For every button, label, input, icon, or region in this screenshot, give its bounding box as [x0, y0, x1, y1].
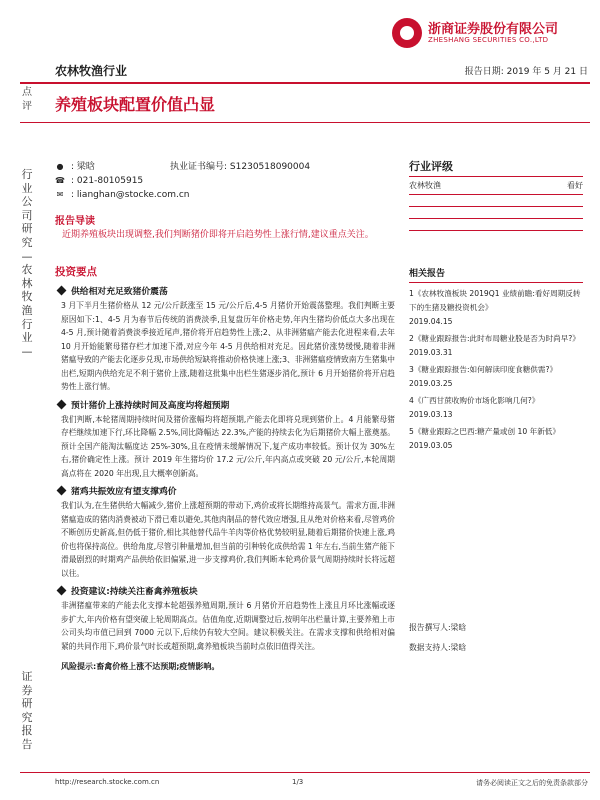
rating-empty-row: [409, 195, 583, 207]
analyst-phone-row: ☎ : 021-80105915: [55, 176, 144, 186]
industry-rating: [409, 158, 583, 231]
report-date-value: 2019 年 5 月 21 日: [506, 67, 588, 77]
rating-empty-row: [409, 207, 583, 219]
author-info: [409, 618, 583, 658]
report-date-label: 报告日期:: [464, 67, 504, 77]
analyst-name-row: ● : 梁晗 执业证书编号: S1230518090004: [56, 162, 311, 172]
risk-warning: 风险提示:畜禽价格上涨不达预期;疫情影响。: [61, 662, 220, 671]
analyst-cert: 执业证书编号: S1230518090004: [170, 162, 311, 172]
related-reports: [409, 266, 583, 456]
related-reports-title: 相关报告: [409, 266, 583, 283]
rating-value: 看好: [567, 181, 583, 190]
footer-url[interactable]: http://research.stocke.com.cn: [55, 778, 160, 786]
company-logo: [392, 14, 592, 54]
writer-row: 报告撰写人:梁晗: [409, 623, 467, 632]
footer-disclaimer: 请务必阅读正文之后的免责条款部分: [476, 779, 588, 787]
related-report-item[interactable]: [409, 287, 583, 329]
data-support-name: 梁晗: [450, 643, 467, 652]
related-report-item[interactable]: [409, 363, 583, 391]
analyst-email[interactable]: lianghan@stocke.com.cn: [76, 190, 190, 200]
diamond-bullet-icon: [57, 486, 67, 496]
section-heading: 供给相对充足致猪价震荡: [55, 284, 395, 297]
diamond-bullet-icon: [57, 286, 67, 296]
related-report-date: 2019.03.31: [409, 348, 453, 357]
related-report-title: 2《糖业跟踪报告:此时布局糖业股是否为时尚早?》: [409, 334, 580, 343]
side-report-type-label: 证券研究报告: [21, 670, 33, 751]
industry-label: 农林牧渔行业: [55, 64, 128, 78]
related-report-date: 2019.04.15: [409, 317, 453, 326]
analyst-name: 梁晗: [76, 162, 95, 172]
section-heading: 预计猪价上涨持续时间及高度均将超预期: [55, 398, 395, 411]
report-date: [465, 64, 588, 77]
report-body: [55, 280, 395, 672]
analyst-email-row: ✉ : lianghan@stocke.com.cn: [56, 190, 190, 200]
section-body: 我们判断,本轮猪周期持续时间及猪价涨幅均将超预期,产能去化即将兑现到猪价上。4 月能繁母猪存栏继续加速下行,环比降幅 2.5%,同比降幅达 22.3%,产能的持续去化为后期猪价大幅上涨奠基。预计全国产能淘汰幅度达 25%-30%,且在疫情未缓解情况下,复产成功率较低。预计仅为 30%左右,猪价确定性上涨。预计 2019 年生猪均价 17.2 元/公斤,年内高点或突破 20 元/公斤,本轮周期高点将在 2020 年出现,且大概率创新高。: [61, 414, 395, 478]
rating-title: 行业评级: [409, 158, 583, 177]
page-number: 1/3: [292, 778, 304, 786]
title-divider: [20, 122, 590, 123]
logo-emblem-icon: [392, 18, 422, 48]
related-report-item[interactable]: [409, 332, 583, 360]
investment-points-heading: 投资要点: [55, 266, 97, 278]
related-report-date: 2019.03.05: [409, 441, 453, 450]
person-icon: ●: [56, 162, 64, 171]
section-body: 我们认为,在生猪供给大幅减少,猪价上涨超预期的带动下,鸡价或将长期维持高景气。需求方面,非洲猪瘟造成的猪肉消费被动下滑已难以避免,其他肉制品的替代效应增强,且从绝对价格来看,尽管鸡价不断创历史新高,但仍低于猪价,相比其他替代品牛羊肉等价格优势较明显,随着后期猪价快速上涨,鸡价也将保持高位。供给角度,尽管引种量增加,但当前的引种转化成供给需 1 年左右,当前生猪产能下滑最剧烈的时期鸡产品供给依旧偏紧,进一步支撑鸡价,我们判断本轮鸡价景气周期持续时长将远超以往。: [61, 501, 395, 578]
guide-heading: 报告导读: [55, 216, 95, 227]
section-heading: 猪鸡共振效应有望支撑鸡价: [55, 484, 395, 497]
related-report-title: 5《糖业跟踪之巴西:糖产量或创 10 年新低》: [409, 427, 560, 436]
rating-sector: 农林牧渔: [409, 181, 441, 190]
related-report-title: 4《广西甘蔗收购价市场化影响几何?》: [409, 396, 540, 405]
related-report-item[interactable]: [409, 425, 583, 453]
writer-name: 梁晗: [450, 623, 467, 632]
analyst-phone: 021-80105915: [76, 176, 144, 186]
section-body: 非洲猪瘟带来的产能去化支撑本轮超强养殖周期,预计 6 月猪价开启趋势性上涨且月环比涨幅或逐步扩大,年内价格有望突破上轮周期高点。估值角度,近期调整过后,按明年出栏量计算,主要养殖上市公司头均市值已回到 7000 元以下,后续仍有较大空间。建议积极关注。在需求支撑和供给相对偏紧的共同作用下,鸡价景气时长或超预期,禽养殖板块当前时点依旧值得关注。: [61, 601, 395, 651]
analyst-info: [55, 160, 395, 202]
diamond-bullet-icon: [57, 586, 67, 596]
email-icon: ✉: [56, 190, 64, 199]
guide-text: 近期养殖板块出现调整,我们判断猪价即将开启趋势性上涨行情,建议重点关注。: [62, 230, 374, 240]
related-report-date: 2019.03.13: [409, 410, 453, 419]
related-report-title: 1《农林牧渔板块 2019Q1 业绩前瞻:看好周期反转下的生猪及糖投资机会》: [409, 289, 581, 312]
company-name-cn: 浙商证券股份有限公司: [428, 22, 559, 37]
data-support-row: 数据支持人:梁晗: [409, 643, 467, 652]
side-category-label: 行业公司研究—农林牧渔行业—: [21, 168, 33, 358]
rating-empty-row: [409, 219, 583, 231]
footer-divider: [20, 772, 590, 773]
section-heading: 投资建议:持续关注畜禽养殖板块: [55, 584, 395, 597]
related-report-item[interactable]: [409, 394, 583, 422]
related-report-title: 3《糖业跟踪报告:如何解读印度食糖供需?》: [409, 365, 558, 374]
report-title: 养殖板块配置价值凸显: [55, 95, 216, 114]
section-body: 3 月下半月生猪价格从 12 元/公斤跃涨至 15 元/公斤后,4-5 月猪价开始震荡整理。我们判断主要原因如下:1、4-5 月为春节后传统的消费淡季,且复盘历年价格走势,年内生猪均价低点大多出现在 4-5 月,预计随着消费淡季接近尾声,猪价将开启趋势性上涨;2、从非洲猪瘟产能去化进程来看,去年 10 月开始能繁母猪存栏才加速下滑,对应今年 4-5 月供给相对充足。因此猪价涨势缓慢,随着非洲猪瘟导致的产能去化逐步兑现,市场供给短缺将推动价格快速上涨;3、非洲猪瘟疫情致南方生猪集中出栏,短期内供给充足不利于猪价上涨,随着这批集中出栏生猪逐步消化,预计 6 月开始猪价将开启趋势性上涨行情。: [61, 301, 395, 391]
header-divider: [20, 82, 590, 84]
rating-row: [409, 177, 583, 195]
diamond-bullet-icon: [57, 399, 67, 409]
side-comment-label: 点评: [22, 87, 32, 112]
phone-icon: ☎: [55, 176, 65, 185]
company-name-en: ZHESHANG SECURITIES CO.,LTD: [428, 36, 549, 44]
rating-empty-rows: [409, 195, 583, 231]
related-report-date: 2019.03.25: [409, 379, 453, 388]
